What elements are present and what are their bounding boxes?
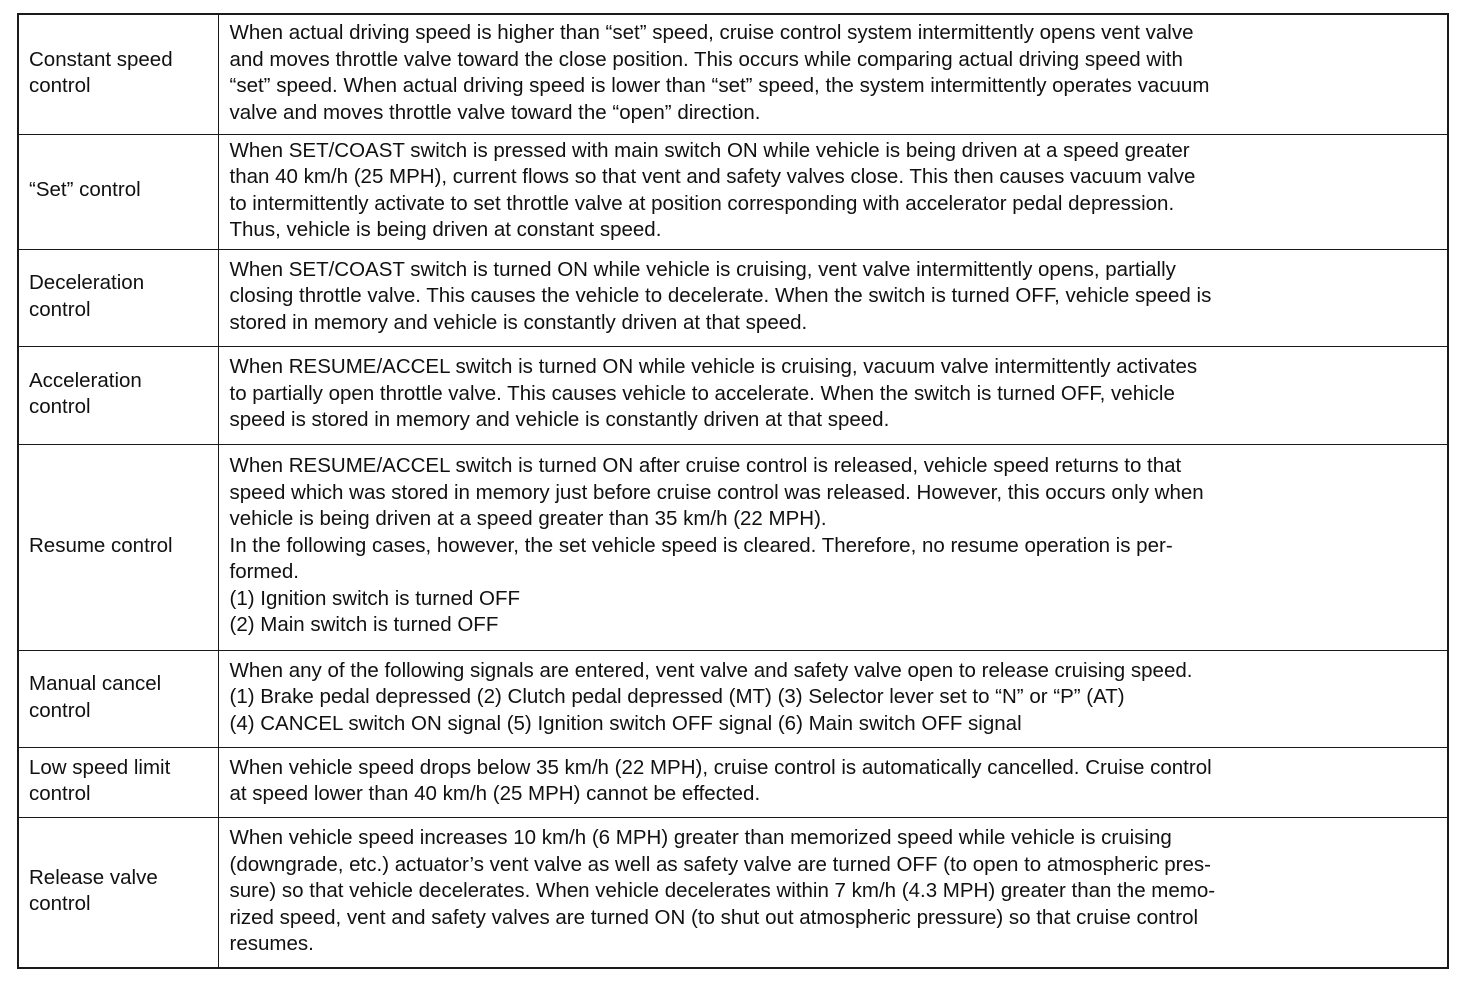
row-description bbox=[218, 747, 1448, 817]
row-label bbox=[18, 747, 218, 817]
row-description bbox=[218, 346, 1448, 444]
description-line: Thus, vehicle is being driven at constant speed. bbox=[229, 218, 662, 241]
description-line: stored in memory and vehicle is constantly driven at that speed. bbox=[229, 310, 808, 334]
description-line: than 40 km/h (25 MPH), current flows so that vent and safety valves close. This then causes vacuum valve bbox=[229, 165, 1196, 188]
description-line: sure) so that vehicle decelerates. When vehicle decelerates within 7 km/h (4.3 MPH) greater than the memo- bbox=[229, 879, 1216, 902]
label-line: control bbox=[29, 892, 91, 916]
table-row bbox=[18, 346, 1448, 444]
description-line: When SET/COAST switch is pressed with main switch ON while vehicle is being driven at a speed greater bbox=[229, 138, 1190, 162]
label-line: Release valve bbox=[29, 865, 158, 889]
description-line: resumes. bbox=[229, 932, 314, 955]
label-line: Constant speed bbox=[29, 47, 173, 71]
label-line: control bbox=[29, 297, 91, 321]
row-description bbox=[218, 14, 1448, 134]
label-line: Acceleration bbox=[29, 368, 142, 392]
row-description bbox=[218, 249, 1448, 346]
row-label bbox=[18, 249, 218, 346]
table-row bbox=[18, 134, 1448, 249]
description-line: at speed lower than 40 km/h (25 MPH) cannot be effected. bbox=[229, 782, 761, 805]
description-line: formed. bbox=[229, 560, 299, 584]
description-line: to partially open throttle valve. This causes vehicle to accelerate. When the switch is turned OFF, vehicle bbox=[229, 381, 1175, 405]
description-line: (1) Brake pedal depressed (2) Clutch pedal depressed (MT) (3) Selector lever set to “N” or “P” (AT) bbox=[229, 685, 1125, 709]
description-line: (4) CANCEL switch ON signal (5) Ignition switch OFF signal (6) Main switch OFF signal bbox=[229, 711, 1022, 735]
description-line: rized speed, vent and safety valves are turned ON (to shut out atmospheric pressure) so that cruise control bbox=[229, 905, 1199, 929]
description-line: speed which was stored in memory just before cruise control was released. However, this occurs only when bbox=[229, 480, 1204, 504]
description-line: When RESUME/ACCEL switch is turned ON after cruise control is released, vehicle speed returns to that bbox=[229, 454, 1182, 478]
row-description bbox=[218, 817, 1448, 968]
description-line: “set” speed. When actual driving speed is lower than “set” speed, the system intermittently operates vacuum bbox=[229, 74, 1210, 98]
description-line: vehicle is being driven at a speed greater than 35 km/h (22 MPH). bbox=[229, 507, 827, 531]
label-line: control bbox=[29, 74, 91, 98]
label-line: control bbox=[29, 782, 91, 805]
table-row bbox=[18, 817, 1448, 968]
description-line: (2) Main switch is turned OFF bbox=[229, 613, 499, 637]
table-row bbox=[18, 444, 1448, 650]
row-label bbox=[18, 444, 218, 650]
description-line: and moves throttle valve toward the close position. This occurs while comparing actual driving speed with bbox=[229, 47, 1183, 71]
description-line: valve and moves throttle valve toward the “open” direction. bbox=[229, 100, 761, 124]
label-line: control bbox=[29, 698, 91, 722]
label-line: Deceleration bbox=[29, 271, 145, 294]
description-line: When vehicle speed increases 10 km/h (6 MPH) greater than memorized speed while vehicle is cruising bbox=[229, 826, 1172, 849]
table-row bbox=[18, 249, 1448, 346]
row-description bbox=[218, 650, 1448, 747]
description-line: speed is stored in memory and vehicle is constantly driven at that speed. bbox=[229, 408, 890, 432]
table-row bbox=[18, 650, 1448, 747]
label-line: control bbox=[29, 395, 91, 418]
label-line: “Set” control bbox=[29, 178, 141, 202]
row-label bbox=[18, 650, 218, 747]
description-line: (1) Ignition switch is turned OFF bbox=[229, 586, 521, 610]
table-row bbox=[18, 747, 1448, 817]
label-line: Resume control bbox=[29, 533, 173, 557]
description-line: In the following cases, however, the set vehicle speed is cleared. Therefore, no resume operation is per- bbox=[229, 533, 1173, 557]
description-line: When any of the following signals are entered, vent valve and safety valve open to release cruising speed. bbox=[229, 658, 1193, 682]
description-line: to intermittently activate to set throttle valve at position corresponding with accelerator pedal depression. bbox=[229, 191, 1175, 215]
row-label bbox=[18, 346, 218, 444]
description-line: closing throttle valve. This causes the vehicle to decelerate. When the switch is turned OFF, vehicle speed is bbox=[229, 284, 1212, 308]
label-line: Low speed limit bbox=[29, 755, 171, 779]
row-description bbox=[218, 134, 1448, 249]
row-label bbox=[18, 817, 218, 968]
row-label bbox=[18, 134, 218, 249]
row-label bbox=[18, 14, 218, 134]
row-description bbox=[218, 444, 1448, 650]
label-line: Manual cancel bbox=[29, 672, 162, 695]
description-line: (downgrade, etc.) actuator’s vent valve as well as safety valve are turned OFF (to open to atmospheric pres- bbox=[229, 852, 1211, 876]
description-line: When actual driving speed is higher than “set” speed, cruise control system intermittently opens vent valve bbox=[229, 21, 1194, 45]
description-line: When vehicle speed drops below 35 km/h (22 MPH), cruise control is automatically cancelled. Cruise control bbox=[229, 755, 1212, 779]
table-row bbox=[18, 14, 1448, 134]
control-functions-table bbox=[17, 13, 1449, 969]
description-line: When SET/COAST switch is turned ON while vehicle is cruising, vent valve intermittently opens, partially bbox=[229, 257, 1176, 281]
description-line: When RESUME/ACCEL switch is turned ON while vehicle is cruising, vacuum valve intermittently activates bbox=[229, 355, 1198, 379]
